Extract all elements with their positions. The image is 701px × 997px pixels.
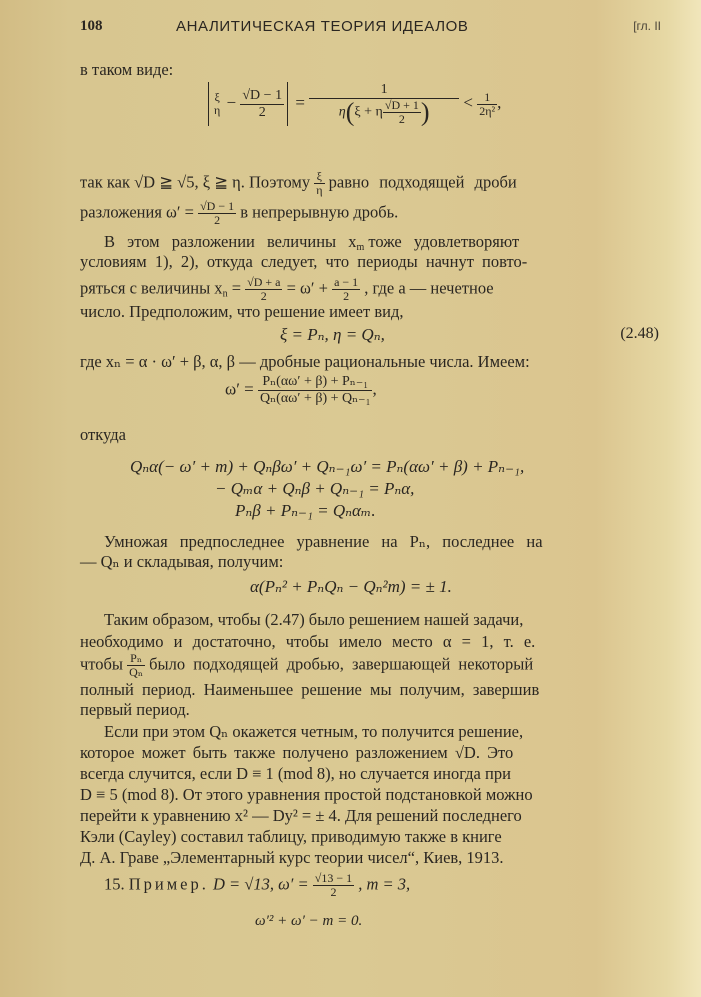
equation-number: (2.48) [620, 325, 659, 342]
intro-line: в таком виде: [80, 60, 174, 79]
paragraph-line: необходимо и достаточно, чтобы имело место α = 1, т. е. [80, 632, 536, 651]
paragraph-line: В этом разложении величины $x_m$ тоже удовлетворяют [104, 232, 520, 253]
paragraph-line: которое может быть также получено разложением √D. Это [80, 743, 514, 762]
paragraph-line: Д. А. Граве „Элементарный курс теории чисел“, Киев, 1913. [80, 848, 504, 867]
page-number: 108 [80, 18, 103, 34]
paragraph-line: полный период. Наименьшее решение мы получим, завершив [80, 680, 540, 699]
paragraph-line: всегда случится, если D ≡ 1 (mod 8), но случается иногда при [80, 764, 511, 783]
running-title: АНАЛИТИЧЕСКАЯ ТЕОРИЯ ИДЕАЛОВ [176, 18, 469, 35]
paragraph-line: Если при этом Qₙ окажется четным, то получится решение, [104, 722, 524, 741]
paragraph-line: перейти к уравнению x² — Dy² = ± 4. Для решений последнего [80, 806, 522, 825]
paragraph-line: число. Предположим, что решение имеет вид, [80, 302, 404, 321]
equation-approximation: ξ η − $\frac{√D - 1}{2}$ = 1 η(ξ + η $\frac{√D + 1}{2}$ ) < $\frac{1}{\text{2η²}}$ , [205, 82, 501, 126]
system-line-1: Qₙα(− ω′ + m) + Qₙβω′ + Qₙ₋₁ω′ = Pₙ(αω′ + β) + Pₙ₋₁, [130, 457, 525, 476]
paragraph-line: условиям 1), 2), откуда следует, что периоды начнут повто- [80, 252, 528, 271]
text-line: разложения ω′ = $\frac{√D - 1}{2}$ в непрерывную дробь. [80, 199, 399, 227]
system-line-2: − Qₘα + Qₙβ + Qₙ₋₁ = Pₙα, [215, 479, 415, 498]
equation-result: α(Pₙ² + PₙQₙ − Qₙ²m) = ± 1. [250, 577, 452, 596]
running-header [80, 18, 661, 38]
example-heading: 15. Пример. D = √13, ω′ = $\frac{√13 - 1}{2}$ , m = 3, [104, 871, 411, 899]
example-number: 15. [104, 874, 125, 894]
paragraph-line: ряться с величины $x_n$ = $\frac{√D + a}{2}$ = ω′ + $\frac{a - 1}{2}$ , где a — нечетное [80, 275, 494, 303]
equation-omega: ω′ = $\frac{\text{Pₙ(αω′ + β) + Pₙ₋₁}}{\text{Qₙ(αω′ + β) + Qₙ₋₁}}$ , [225, 374, 377, 406]
paragraph-line: — Qₙ и складывая, получим: [80, 552, 284, 571]
paragraph-line: Умножая предпоследнее уравнение на Pₙ, последнее на [104, 532, 543, 551]
paragraph-line: Кэли (Cayley) составил таблицу, приводимую также в книге [80, 827, 502, 846]
example-label: Пример. [128, 874, 209, 894]
example-equation: ω′² + ω′ − m = 0. [255, 913, 363, 929]
paragraph-line: чтобы $\frac{\text{Pₙ}}{\text{Qₙ}}$ было подходящей дробью, завершающей некоторый [80, 651, 534, 679]
text-line: так как √D ≧ √5, ξ ≧ η. Поэтому $\frac{\xi}{\eta}$ равно подходящей дроби [80, 169, 517, 197]
text-line: откуда [80, 425, 126, 444]
paragraph-line: D ≡ 5 (mod 8). От этого уравнения простой подстановкой можно [80, 785, 533, 804]
paragraph-line: Таким образом, чтобы (2.47) было решением нашей задачи, [104, 610, 524, 629]
chapter-marker: [гл. II [633, 19, 661, 33]
system-line-3: Pₙβ + Pₙ₋₁ = Qₙαₘ. [235, 501, 376, 520]
equation-2-48: ξ = Pₙ, η = Qₙ, [280, 325, 385, 344]
text-line: где xₙ = α · ω′ + β, α, β — дробные рациональные числа. Имеем: [80, 352, 530, 371]
paragraph-line: первый период. [80, 700, 190, 719]
